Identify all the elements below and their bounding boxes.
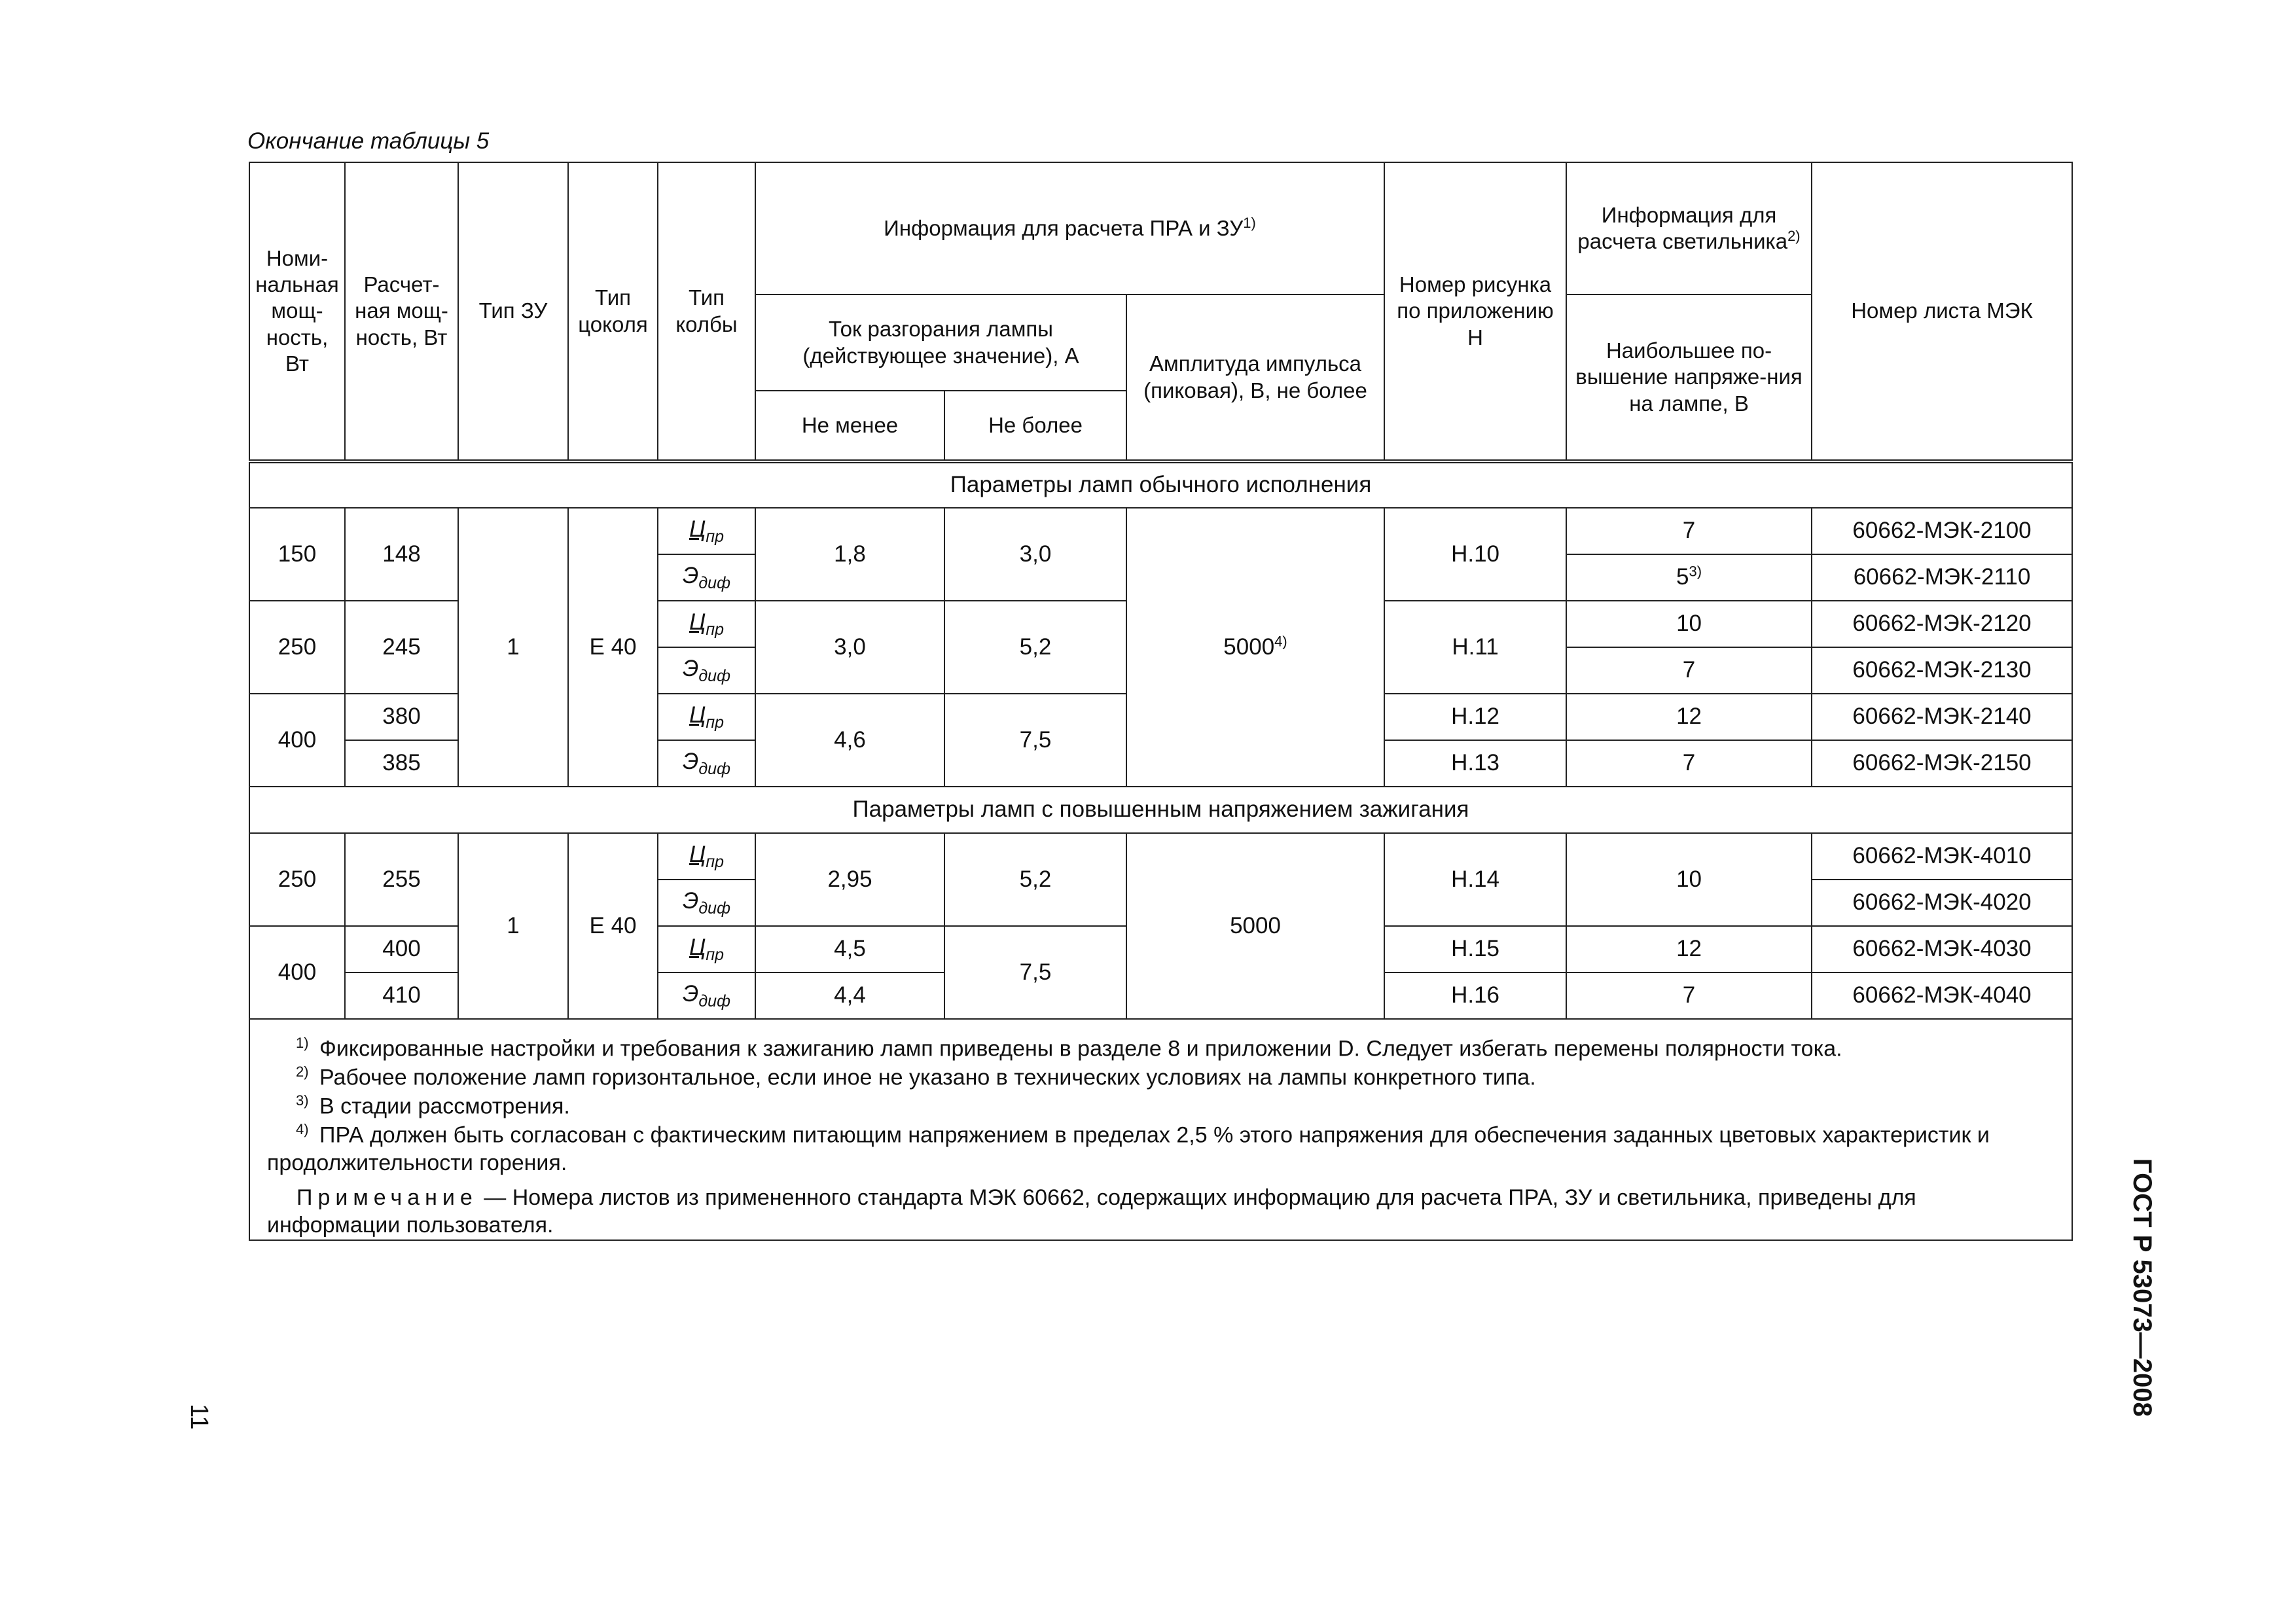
- cell-voltage: 12: [1566, 694, 1812, 740]
- table-caption: Окончание таблицы 5: [247, 128, 490, 154]
- cell-voltage: 7: [1566, 740, 1812, 787]
- cell-bulb-c: $Ц_{пр}$: [658, 694, 755, 740]
- cell-figure: Н.14: [1384, 833, 1566, 926]
- header-rated-power: Расчет-ная мощ-ность, Вт: [345, 162, 458, 461]
- cell-voltage: 10: [1566, 833, 1812, 926]
- cell-bulb-e: $Э_{диф}$: [658, 880, 755, 926]
- footnote-1: 1) Фиксированные настройки и требования к зажиганию ламп приведены в разделе 8 и приложении D. Следует избегать перемены полярности тока.: [296, 1035, 1842, 1061]
- cell-voltage: 12: [1566, 926, 1812, 972]
- header-min: Не менее: [755, 391, 944, 461]
- cell-rated: 148: [345, 508, 458, 601]
- header-bulb-type: Тип колбы: [658, 162, 755, 461]
- header-max-voltage-rise: Наибольшее по-вышение напряже-ния на лампе, В: [1566, 294, 1812, 461]
- cell-max: 7,5: [944, 694, 1126, 787]
- cell-min: 4,4: [755, 972, 944, 1019]
- cell-figure: Н.11: [1384, 601, 1566, 694]
- cell-sheet: 60662-МЭК-2140: [1812, 694, 2072, 740]
- cell-cap: Е 40: [568, 833, 658, 1019]
- cell-min: 1,8: [755, 508, 944, 601]
- cell-charger: 1: [458, 508, 568, 787]
- cell-figure: Н.13: [1384, 740, 1566, 787]
- header-warmup-current: Ток разгорания лампы (действующее значение), А: [755, 294, 1126, 391]
- cell-voltage: 7: [1566, 647, 1812, 694]
- header-nominal-power: Номи-нальная мощ-ность, Вт: [249, 162, 345, 461]
- cell-figure: Н.10: [1384, 508, 1566, 601]
- cell-sheet: 60662-МЭК-2120: [1812, 601, 2072, 647]
- cell-min: 4,5: [755, 926, 944, 972]
- cell-min: 3,0: [755, 601, 944, 694]
- section-title-high-ignition-lamps: Параметры ламп с повышенным напряжением зажигания: [249, 787, 2072, 833]
- cell-figure: Н.15: [1384, 926, 1566, 972]
- footnote-2: 2) Рабочее положение ламп горизонтальное, если иное не указано в технических условиях на лампы конкретного типа.: [296, 1063, 1536, 1090]
- header-max: Не более: [944, 391, 1126, 461]
- cell-bulb-c: $Ц_{пр}$: [658, 833, 755, 880]
- document-code: ГОСТ Р 53073—2008: [2128, 1158, 2157, 1417]
- cell-nominal: 400: [249, 694, 345, 787]
- cell-bulb-c: $Ц_{пр}$: [658, 601, 755, 647]
- header-figure-number: Номер рисунка по приложению Н: [1384, 162, 1566, 461]
- cell-sheet: 60662-МЭК-2100: [1812, 508, 2072, 554]
- cell-sheet: 60662-МЭК-4010: [1812, 833, 2072, 880]
- table-row: [249, 833, 2072, 880]
- cell-nominal: 250: [249, 833, 345, 926]
- cell-max: 5,2: [944, 833, 1126, 926]
- cell-bulb-e: $Э_{диф}$: [658, 554, 755, 601]
- cell-voltage: 7: [1566, 972, 1812, 1019]
- cell-charger: 1: [458, 833, 568, 1019]
- table-note: Примечание — Номера листов из примененного стандарта МЭК 60662, содержащих информацию для расчета ПРА, ЗУ и светильника, приведены для информации пользователя.: [267, 1185, 1916, 1238]
- cell-bulb-e: $Э_{диф}$: [658, 972, 755, 1019]
- header-charger-type: Тип ЗУ: [458, 162, 568, 461]
- cell-voltage: 10: [1566, 601, 1812, 647]
- cell-pulse: 5000$^{4)}$: [1126, 508, 1384, 787]
- page-number: 11: [185, 1404, 213, 1430]
- footnote-4: 4) ПРА должен быть согласован с фактическим питающим напряжением в пределах 2,5 % этого напряжения для обеспечения заданных цветовых характеристик и продолжительности горения.: [267, 1121, 1990, 1175]
- table-row: [249, 508, 2072, 554]
- cell-sheet: 60662-МЭК-4020: [1812, 880, 2072, 926]
- cell-figure: Н.12: [1384, 694, 1566, 740]
- cell-max: 7,5: [944, 926, 1126, 1019]
- cell-rated: 385: [345, 740, 458, 787]
- cell-min: 4,6: [755, 694, 944, 787]
- cell-bulb-e: $Э_{диф}$: [658, 740, 755, 787]
- cell-rated: 245: [345, 601, 458, 694]
- section-title-standard-lamps: Параметры ламп обычного исполнения: [249, 461, 2072, 508]
- header-ballast-info: Информация для расчета ПРА и ЗУ$^{1)}$: [755, 162, 1384, 294]
- cell-rated: 255: [345, 833, 458, 926]
- cell-nominal: 250: [249, 601, 345, 694]
- cell-sheet: 60662-МЭК-2130: [1812, 647, 2072, 694]
- cell-rated: 380: [345, 694, 458, 740]
- header-iec-sheet: Номер листа МЭК: [1812, 162, 2072, 461]
- header-luminaire-info: Информация для расчета светильника$^{2)}$: [1566, 162, 1812, 294]
- cell-figure: Н.16: [1384, 972, 1566, 1019]
- cell-rated: 400: [345, 926, 458, 972]
- cell-bulb-c: $Ц_{пр}$: [658, 508, 755, 554]
- cell-voltage: 7: [1566, 508, 1812, 554]
- cell-sheet: 60662-МЭК-4030: [1812, 926, 2072, 972]
- cell-rated: 410: [345, 972, 458, 1019]
- cell-sheet: 60662-МЭК-2110: [1812, 554, 2072, 601]
- cell-min: 2,95: [755, 833, 944, 926]
- cell-nominal: 400: [249, 926, 345, 1019]
- cell-bulb-e: $Э_{диф}$: [658, 647, 755, 694]
- footnotes-cell: [249, 1019, 2072, 1240]
- cell-cap: Е 40: [568, 508, 658, 787]
- header-cap-type: Тип цоколя: [568, 162, 658, 461]
- cell-nominal: 150: [249, 508, 345, 601]
- cell-voltage: 5$^{3)}$: [1566, 554, 1812, 601]
- header-pulse-amplitude: Амплитуда импульса (пиковая), В, не более: [1126, 294, 1384, 461]
- lamp-parameters-table: [249, 162, 2073, 1241]
- cell-sheet: 60662-МЭК-4040: [1812, 972, 2072, 1019]
- cell-bulb-c: $Ц_{пр}$: [658, 926, 755, 972]
- cell-sheet: 60662-МЭК-2150: [1812, 740, 2072, 787]
- cell-pulse: 5000: [1126, 833, 1384, 1019]
- cell-max: 5,2: [944, 601, 1126, 694]
- footnote-3: 3) В стадии рассмотрения.: [296, 1092, 570, 1119]
- cell-max: 3,0: [944, 508, 1126, 601]
